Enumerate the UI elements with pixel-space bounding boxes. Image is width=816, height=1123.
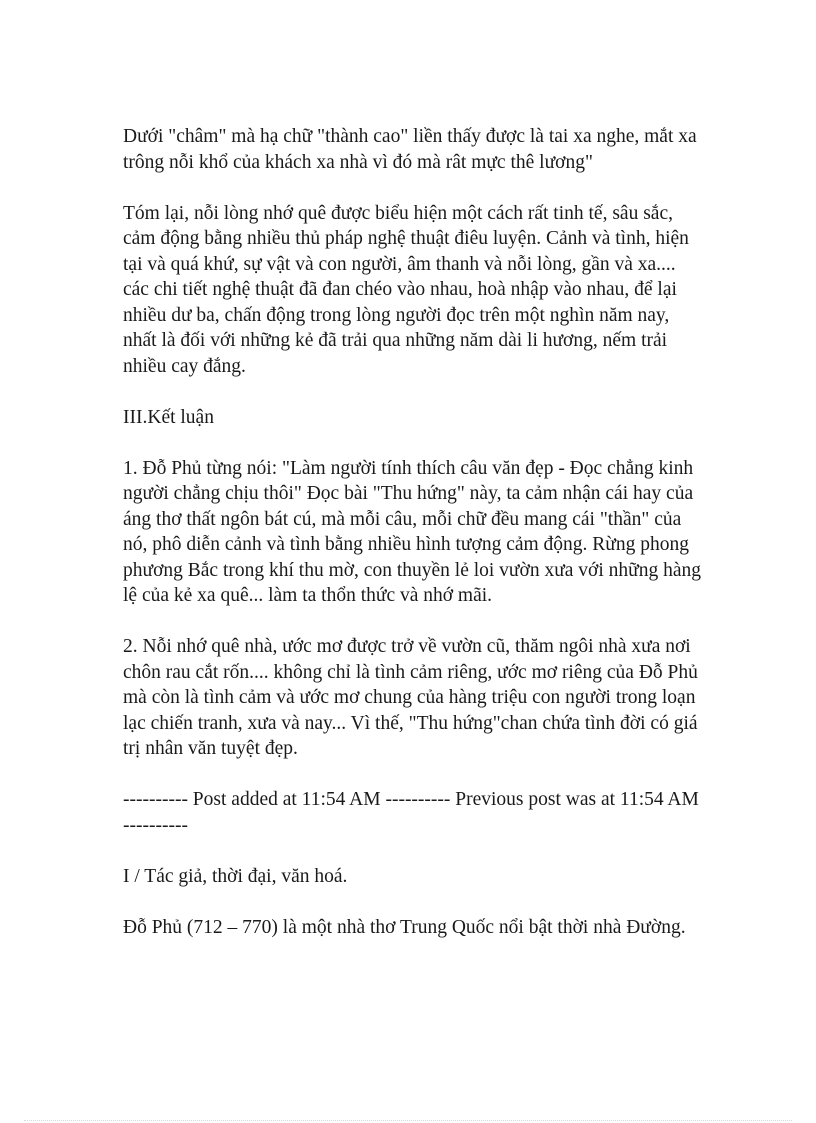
paragraph-conclusion-1: 1. Đỗ Phủ từng nói: "Làm người tính thích câu văn đẹp - Đọc chẳng kinh người chẳng chịu thôi" Đọc bài "Thu hứng" này, ta cảm nhận cái hay của áng thơ thất ngôn bát cú, mà mỗi câu, mỗi chữ đều mang cái "thần" của nó, phô diễn cảnh và tình bằng nhiều hình tượng cảm động. Rừng phong phương Bắc trong khí thu mờ, con thuyền lẻ loi vườn xưa với những hàng lệ của kẻ xa quê... làm ta thổn thức và nhớ mãi. [123,457,701,606]
section-heading-conclusion: III.Kết luận [123,406,214,428]
paragraph-quote-explanation: Dưới "châm" mà hạ chữ "thành cao" liền thấy được là tai xa nghe, mắt xa trông nỗi khổ của khách xa nhà vì đó mà rât mực thê lương" [123,126,697,173]
section-heading-author: I / Tác giả, thời đại, văn hoá. [123,865,348,887]
page-bottom-divider [24,1120,792,1121]
paragraph-summary: Tóm lại, nỗi lòng nhớ quê được biểu hiện một cách rất tinh tế, sâu sắc, cảm động bằng nhiều thủ pháp nghệ thuật điêu luyện. Cảnh và tình, hiện tại và quá khứ, sự vật và con người, âm thanh và nỗi lòng, gần và xa.... các chi tiết nghệ thuật đã đan chéo vào nhau, hoà nhập vào nhau, để lại nhiều dư ba, chấn động trong lòng người đọc trên một nghìn năm nay, nhất là đối với những kẻ đã trải qua những năm dài li hương, nếm trải nhiều cay đắng. [123,202,689,377]
paragraph-conclusion-2: 2. Nỗi nhớ quê nhà, ước mơ được trở về vườn cũ, thăm ngôi nhà xưa nơi chôn rau cắt rốn.... không chỉ là tình cảm riêng, ước mơ riêng của Đỗ Phủ mà còn là tình cảm và ước mơ chung của hàng triệu con người trong loạn lạc chiến tranh, xưa và nay... Vì thế, "Thu hứng"chan chứa tình đời có giá trị nhân văn tuyệt đẹp. [123,636,698,759]
document-body [123,124,703,966]
post-separator: ---------- Post added at 11:54 AM ---------- Previous post was at 11:54 AM ---------- [123,789,699,836]
paragraph-author-intro: Đỗ Phủ (712 – 770) là một nhà thơ Trung Quốc nổi bật thời nhà Đường. [123,916,686,938]
